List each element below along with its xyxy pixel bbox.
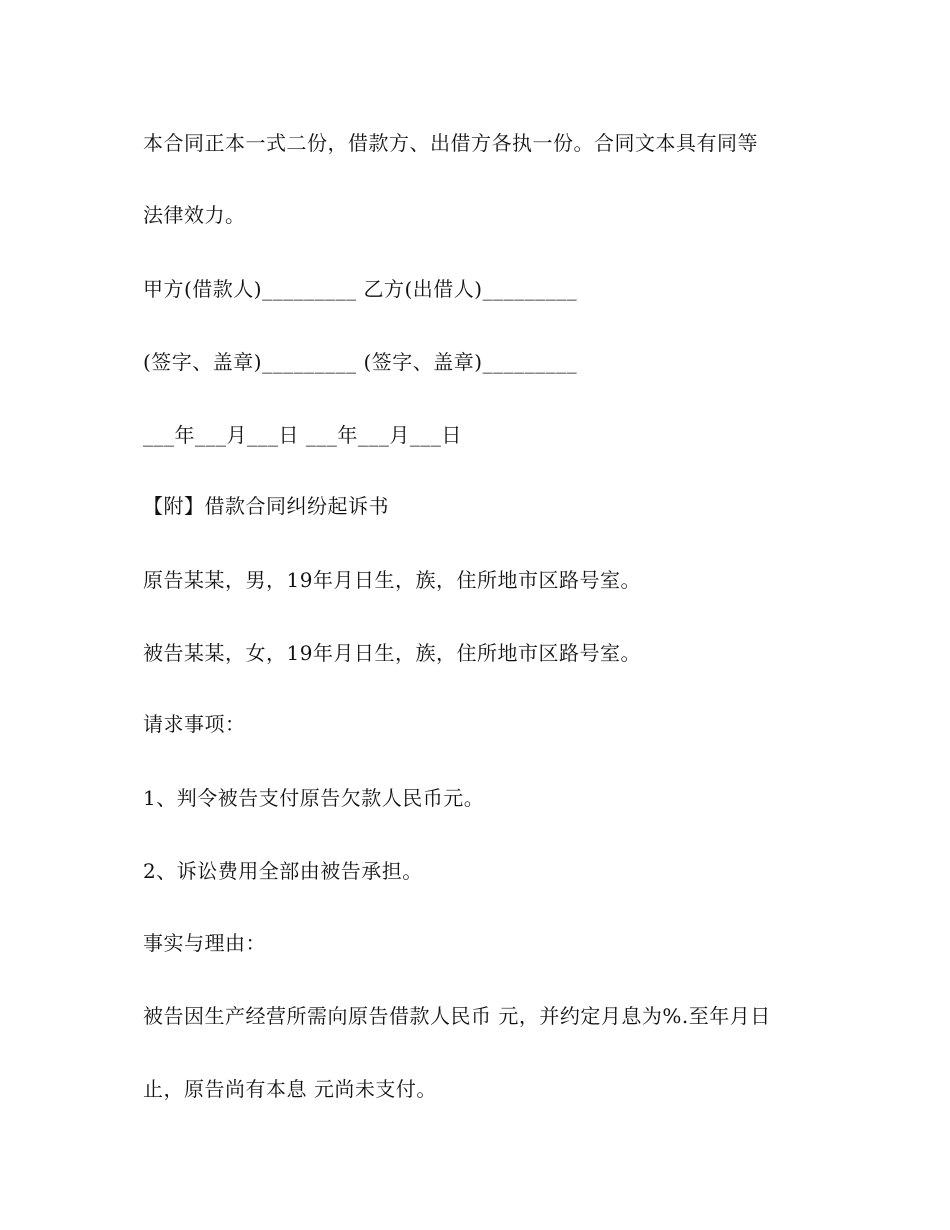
claim-item-1: 1、判令被告支付原告欠款人民币元。 xyxy=(143,786,485,810)
contract-copies-clause-line-2: 法律效力。 xyxy=(143,203,246,227)
appendix-heading: 【附】借款合同纠纷起诉书 xyxy=(143,494,389,518)
claim-item-2: 2、诉讼费用全部由被告承担。 xyxy=(143,859,423,883)
signature-seal-line: (签字、盖章)_________ (签字、盖章)_________ xyxy=(143,350,578,374)
party-names-line: 甲方(借款人)_________ 乙方(出借人)_________ xyxy=(143,277,578,301)
facts-paragraph-line-2: 止，原告尚有本息 元尚未支付。 xyxy=(143,1077,437,1101)
plaintiff-info: 原告某某，男，19年月日生，族，住所地市区路号室。 xyxy=(143,568,641,592)
date-line: ___年___月___日 ___年___月___日 xyxy=(143,423,462,447)
claims-heading: 请求事项： xyxy=(143,712,246,736)
facts-paragraph-line-1: 被告因生产经营所需向原告借款人民币 元，并约定月息为%.至年月日 xyxy=(143,1004,771,1028)
contract-copies-clause-line-1: 本合同正本一式二份，借款方、出借方各执一份。合同文本具有同等 xyxy=(143,131,758,155)
defendant-info: 被告某某，女，19年月日生，族，住所地市区路号室。 xyxy=(143,641,641,665)
facts-reasons-heading: 事实与理由： xyxy=(143,931,266,955)
